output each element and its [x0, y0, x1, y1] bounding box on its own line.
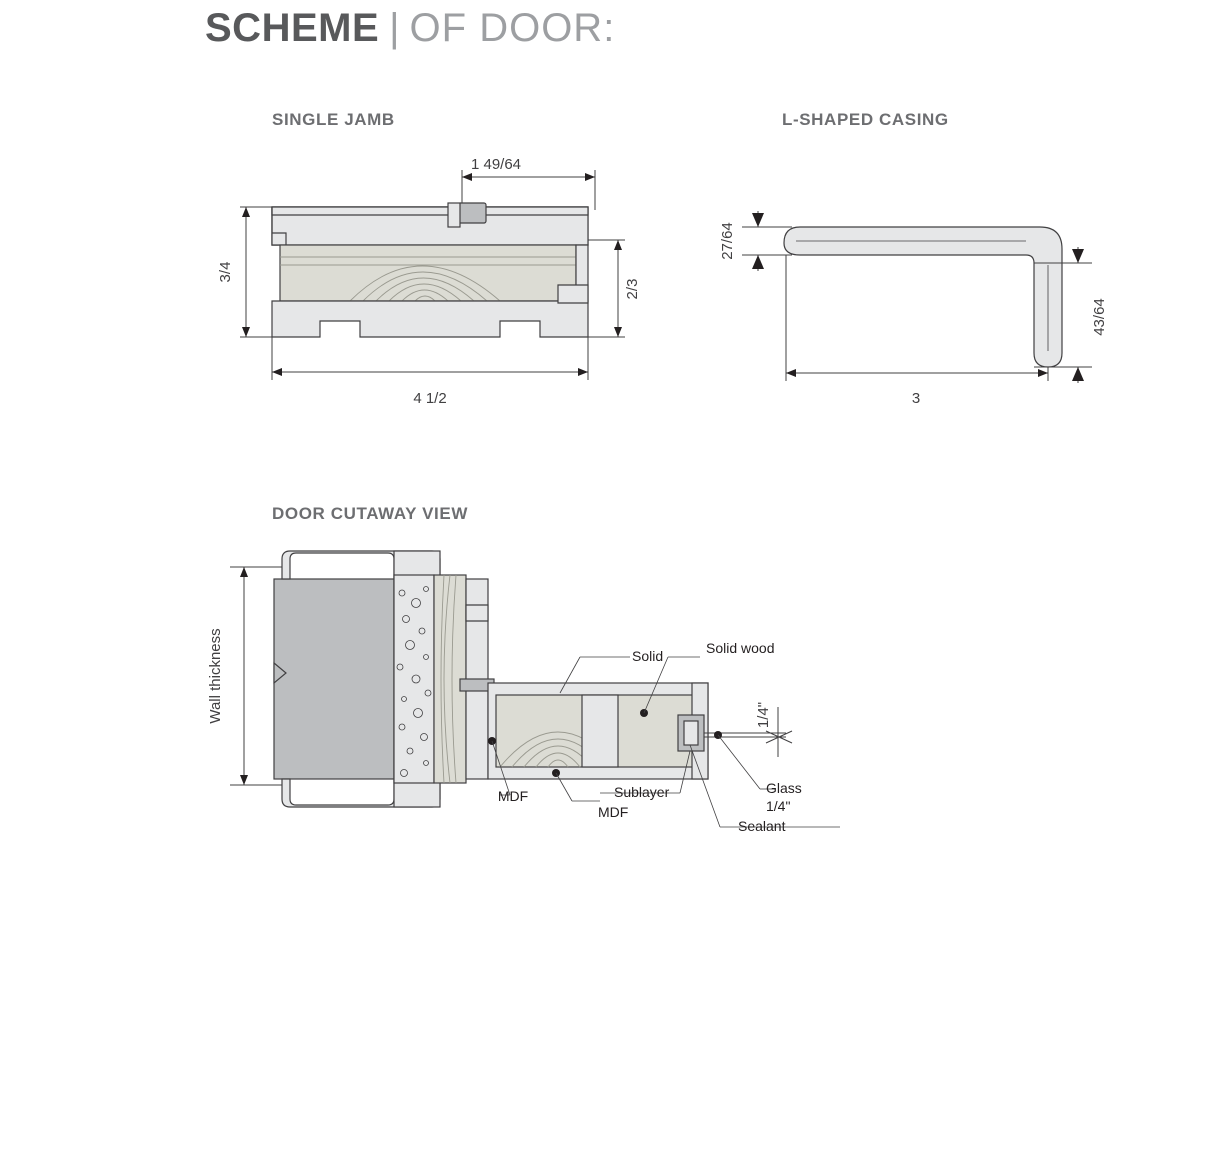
page-title-light: OF DOOR: [409, 6, 616, 50]
dim-label-jamb-right: 2/3 [624, 278, 641, 300]
jamb-vertical [434, 575, 494, 783]
l-shaped-casing-diagram [700, 185, 1130, 425]
door-cutaway-diagram [200, 545, 900, 865]
door-slab [488, 683, 708, 779]
callout-label-solid-wood: Solid wood [706, 640, 775, 656]
single-jamb-diagram [200, 145, 660, 425]
wall-block [274, 579, 394, 779]
dim-label-jamb-top: 1 49/64 [470, 156, 522, 173]
dim-label-jamb-bottom: 4 1/2 [413, 390, 447, 407]
page-title-bold: SCHEME [205, 6, 380, 50]
callout-label-solid: Solid [632, 648, 664, 664]
insulation-foam [394, 575, 434, 783]
callout-label-glass-size: 1/4" [766, 798, 791, 814]
dim-right-height [585, 240, 625, 337]
dim-label-glass-gap: 1/4" [755, 701, 772, 729]
page-title [205, 6, 615, 51]
section-title-door-cutaway-view: DOOR CUTAWAY VIEW [272, 504, 468, 523]
dim-label-jamb-left: 3/4 [217, 261, 234, 283]
dim-label-casing-left: 27/64 [719, 222, 736, 260]
section-title-l-shaped-casing: L-SHAPED CASING [782, 110, 949, 129]
section-title-single-jamb: SINGLE JAMB [272, 110, 395, 129]
dim-glass-gap [755, 702, 792, 757]
dim-label-casing-bottom: 3 [911, 390, 921, 407]
callout-label-sublayer: Sublayer [614, 784, 670, 800]
dim-bottom-width [272, 337, 588, 380]
jamb-profile [272, 203, 588, 337]
dim-label-wall-thickness: Wall thickness [207, 628, 224, 724]
callout-label-sealant: Sealant [738, 818, 786, 834]
callout-label-glass: Glass [766, 780, 802, 796]
page-title-divider: | [389, 6, 400, 50]
dim-label-casing-right: 43/64 [1091, 298, 1108, 336]
dim-wall-thickness [207, 567, 282, 785]
casing-profile [784, 227, 1062, 367]
callout-label-mdf-left: MDF [497, 788, 529, 804]
dim-casing-bottom [786, 255, 1048, 381]
callout-label-mdf-lower: MDF [598, 804, 629, 820]
